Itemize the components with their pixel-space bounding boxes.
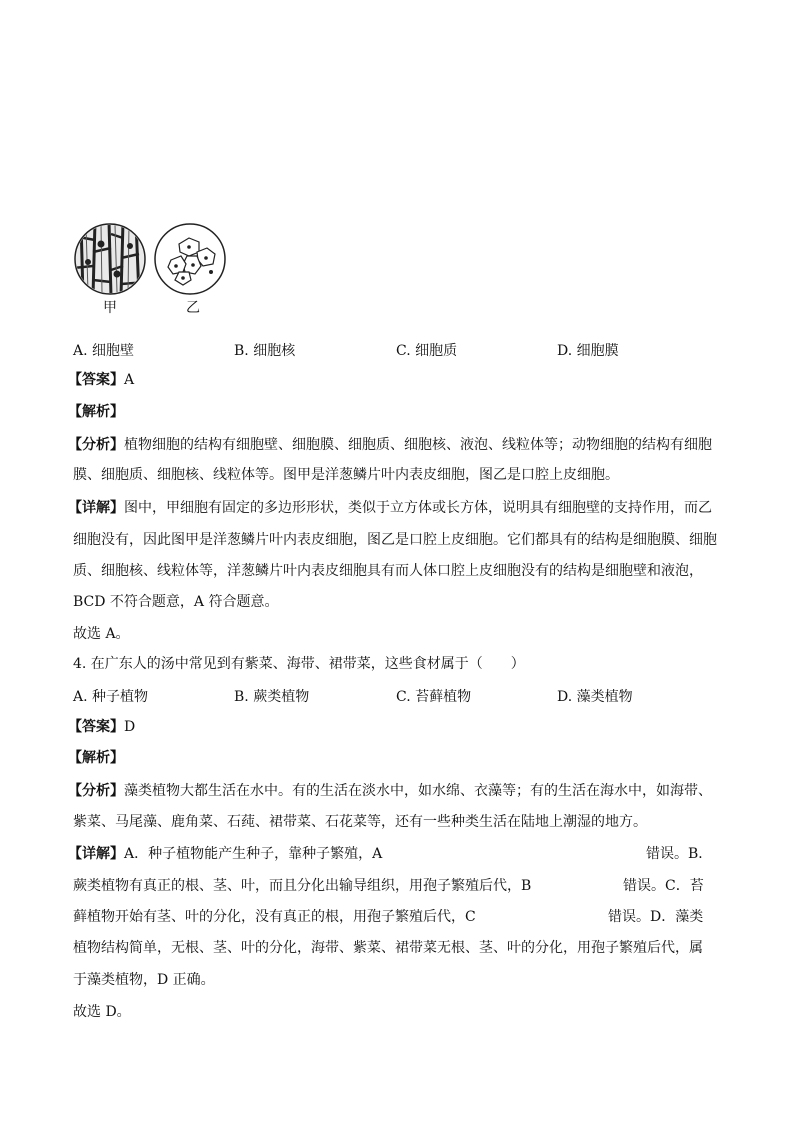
answer-value: D	[124, 719, 136, 735]
q3-option-a: A. 细胞壁	[73, 343, 135, 359]
q3-xiangjie-line-3: 质、细胞核、线粒体等，洋葱鳞片叶内表皮细胞具有而人体口腔上皮细胞没有的结构是细胞壁和液泡，	[73, 563, 703, 579]
q4-xiangjie-line-4: 植物结构简单，无根、茎、叶的分化，海带、紫菜、裙带菜无根、茎、叶的分化，用孢子繁殖后代，属	[73, 940, 703, 956]
xiangjie-tag: 【详解】	[68, 500, 124, 516]
q3-fenxi-line-2: 膜、细胞质、细胞核、线粒体等。图甲是洋葱鳞片叶内表皮细胞，图乙是口腔上皮细胞。	[73, 467, 619, 483]
analysis-tag: 【解析】	[68, 750, 124, 766]
xiangjie-right: 错误。D．藻类	[608, 909, 704, 925]
q3-option-c: C. 细胞质	[396, 343, 458, 359]
analysis-tag: 【解析】	[68, 404, 124, 420]
q3-answer	[68, 370, 134, 390]
q4-conclusion: 故选 D。	[73, 1004, 131, 1020]
q4-fenxi-line-1	[68, 781, 712, 801]
q3-xiangjie-line-2: 细胞没有，因此图甲是洋葱鳞片叶内表皮细胞，图乙是口腔上皮细胞。它们都具有的结构是细胞膜、细胞	[73, 532, 717, 548]
xiangjie-left: 藓植物开始有茎、叶的分化，没有真正的根，用孢子繁殖后代，C	[73, 909, 476, 925]
q4-option-c: C. 苔藓植物	[396, 689, 472, 705]
xiangjie-right: 错误。B．	[646, 846, 713, 862]
figure-oral-epithelial-cells	[153, 222, 227, 296]
fenxi-tag: 【分析】	[68, 437, 124, 453]
q3-xiangjie-line-1	[68, 498, 712, 518]
q3-option-d: D. 细胞膜	[557, 343, 619, 359]
answer-tag: 【答案】	[68, 372, 124, 388]
fenxi-text: 植物细胞的结构有细胞壁、细胞膜、细胞质、细胞核、液泡、线粒体等；动物细胞的结构有细胞	[124, 437, 712, 453]
q4-fenxi-line-2: 紫菜、马尾藻、鹿角菜、石莼、裙带菜、石花菜等，还有一些种类生活在陆地上潮湿的地方。	[73, 814, 647, 830]
figure-label-jia: 甲	[103, 300, 117, 316]
xiangjie-tag: 【详解】	[68, 846, 124, 862]
q3-conclusion: 故选 A。	[73, 626, 130, 642]
xiangjie-left: A．种子植物能产生种子，靠种子繁殖，A	[124, 846, 383, 862]
fenxi-text: 藻类植物大都生活在水中。有的生活在淡水中，如水绵、衣藻等；有的生活在海水中，如海带、	[124, 783, 712, 799]
q3-option-b: B. 细胞核	[234, 343, 296, 359]
xiangjie-left: 蕨类植物有真正的根、茎、叶，而且分化出输导组织，用孢子繁殖后代，B	[73, 878, 532, 894]
q4-answer	[68, 717, 135, 737]
xiangjie-text: 图中，甲细胞有固定的多边形形状，类似于立方体或长方体，说明具有细胞壁的支持作用，而乙	[124, 500, 712, 516]
q4-option-a: A. 种子植物	[73, 689, 149, 705]
q4-analysis-heading	[68, 748, 124, 768]
q4-xiangjie-line-2	[73, 876, 713, 896]
xiangjie-right: 错误。C．苔	[623, 878, 704, 894]
q3-analysis-heading	[68, 402, 124, 422]
q3-xiangjie-line-4: BCD 不符合题意，A 符合题意。	[73, 594, 279, 610]
q3-fenxi-line-1	[68, 435, 712, 455]
figure-onion-epidermis-cells	[73, 222, 147, 296]
fenxi-tag: 【分析】	[68, 783, 124, 799]
answer-value: A	[124, 372, 135, 388]
answer-tag: 【答案】	[68, 719, 124, 735]
q4-xiangjie-line-1	[68, 844, 713, 864]
q4-xiangjie-line-5: 于藻类植物，D 正确。	[73, 972, 215, 988]
figure-label-yi: 乙	[186, 300, 200, 316]
q4-question: 4. 在广东人的汤中常见到有紫菜、海带、裙带菜，这些食材属于（ ）	[73, 656, 525, 672]
q4-option-d: D. 藻类植物	[557, 689, 633, 705]
q4-xiangjie-line-3	[73, 907, 713, 927]
q4-option-b: B. 蕨类植物	[234, 689, 310, 705]
